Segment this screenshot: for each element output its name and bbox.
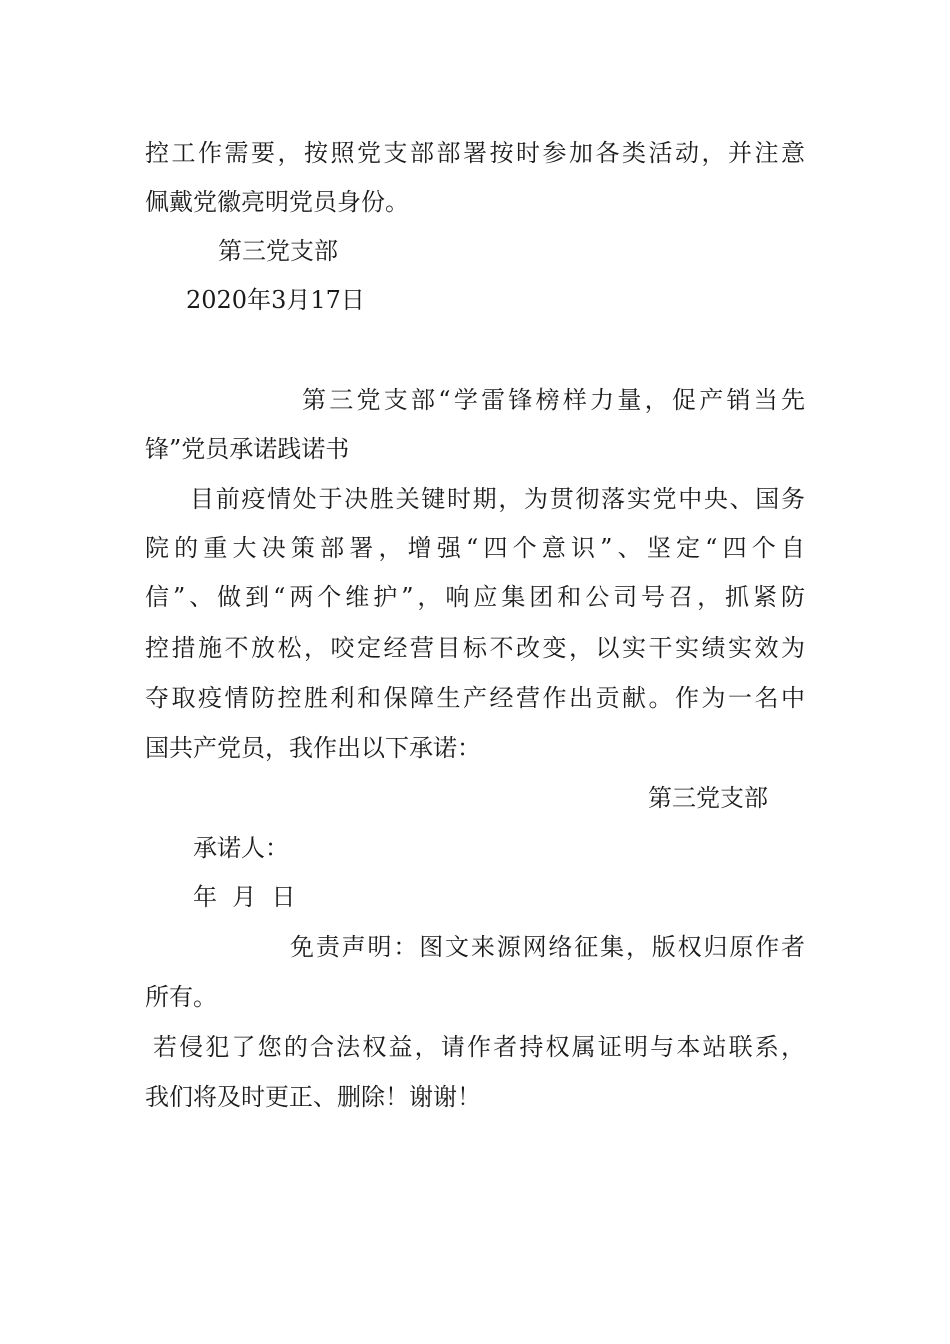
document-title-line: 锋”党员承诺践诺书 bbox=[145, 435, 350, 463]
body-line: 国共产党员，我作出以下承诺： bbox=[145, 734, 481, 762]
signature-date: 2020年3月17日 bbox=[186, 286, 365, 314]
paragraph-line: 控工作需要，按照党支部部署按时参加各类活动，并注意 bbox=[145, 139, 805, 167]
signature-organization: 第三党支部 bbox=[648, 784, 768, 812]
body-line: 院的重大决策部署，增强“四个意识”、坚定“四个自 bbox=[145, 534, 805, 562]
body-line: 信”、做到“两个维护”，响应集团和公司号召，抓紧防 bbox=[145, 583, 805, 611]
body-line: 目前疫情处于决胜关键时期，为贯彻落实党中央、国务 bbox=[190, 485, 805, 513]
disclaimer-line: 若侵犯了您的合法权益，请作者持权属证明与本站联系， bbox=[153, 1033, 805, 1061]
paragraph-line: 佩戴党徽亮明党员身份。 bbox=[145, 188, 409, 216]
document-title-line: 第三党支部“学雷锋榜样力量，促产销当先 bbox=[302, 386, 805, 414]
disclaimer-line: 我们将及时更正、删除！谢谢！ bbox=[145, 1083, 481, 1111]
signature-organization: 第三党支部 bbox=[218, 237, 338, 265]
body-line: 控措施不放松，咬定经营目标不改变，以实干实绩实效为 bbox=[145, 634, 805, 662]
disclaimer-line: 免责声明：图文来源网络征集，版权归原作者 bbox=[290, 933, 805, 961]
date-placeholder: 年 月 日 bbox=[193, 883, 296, 911]
promiser-label: 承诺人： bbox=[193, 834, 289, 862]
disclaimer-line: 所有。 bbox=[145, 983, 217, 1011]
body-line: 夺取疫情防控胜利和保障生产经营作出贡献。作为一名中 bbox=[145, 684, 805, 712]
